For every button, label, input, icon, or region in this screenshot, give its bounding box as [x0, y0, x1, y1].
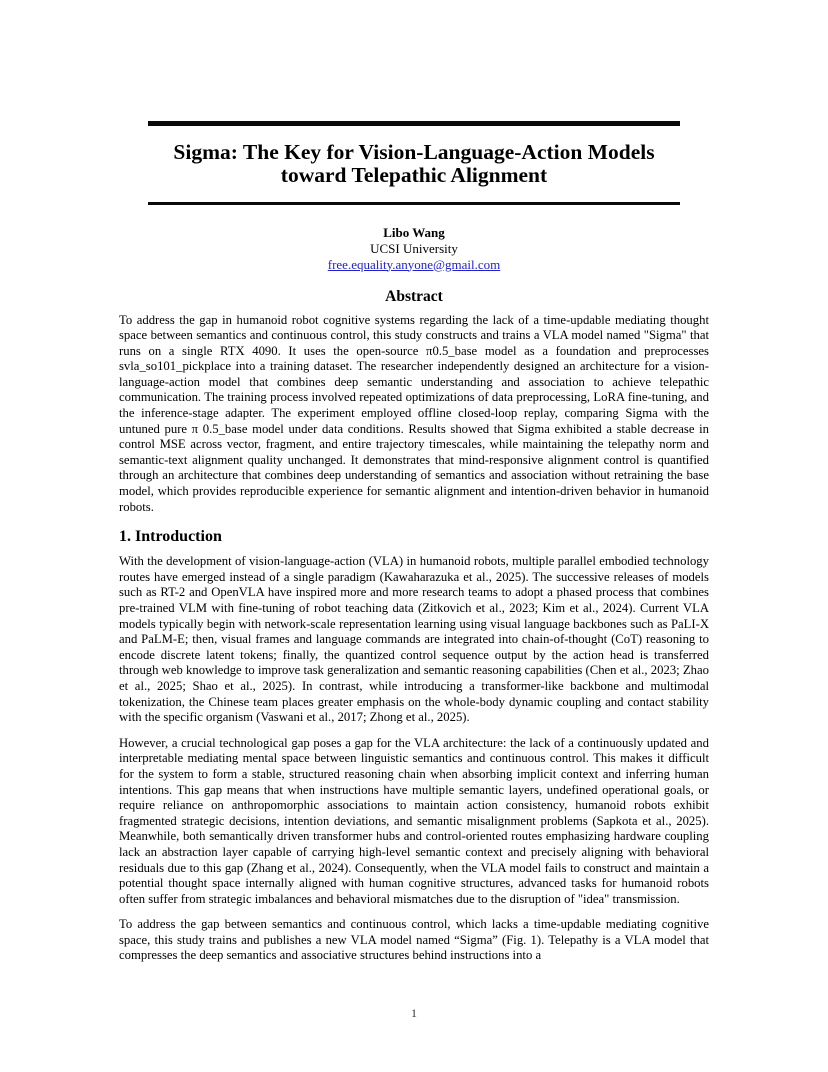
author-name: Libo Wang: [383, 224, 445, 240]
abstract-heading: Abstract: [385, 287, 443, 305]
author-email-link[interactable]: free.equality.anyone@gmail.com: [327, 256, 501, 272]
intro-paragraph-3: To address the gap between semantics and continuous control, which lacks a time-updable mediating cognitive space, this study trains and publishes a new VLA model named “Sigma” (Fig. 1). Telepathy is a VLA model that compresses the deep semantics and associative structures behind instructions into a: [119, 917, 709, 963]
paper-title-line-1: Sigma: The Key for Vision-Language-Action Models: [173, 140, 655, 164]
author-block: [119, 225, 709, 273]
title-rule-bottom: [148, 202, 680, 205]
paper-title: [134, 141, 694, 187]
abstract-text: To address the gap in humanoid robot cognitive systems regarding the lack of a time-updable mediating thought space between semantics and continuous control, this study constructs and trains a VLA model named "Sigma" that runs on a single RTX 4090. It uses the open-source π0.5_base model as a foundation and preprocesses svla_so101_pickplace into a training dataset. The researcher independently designed an architecture for a vision-language-action model that combines deep semantic understanding and association to achieve telepathic communication. The training process involved repeated optimizations of data preprocessing, LoRA fine-tuning, and the inference-stage adapter. The experiment employed offline closed-loop replay, comparing Sigma with the untuned pure π 0.5_base model under data conditions. Results showed that Sigma exhibited a stable decrease in control MSE across vector, fragment, and entire trajectory timescales, while maintaining the telepathy norm and semantic-text alignment quality unchanged. It demonstrates that mind-responsive alignment control is quantified through an architecture that combines deep understanding of semantics and association without retraining the base model, which provides reproducible experience for semantic alignment and intention-driven behavior in humanoid robots.: [119, 312, 709, 514]
author-affiliation: UCSI University: [370, 240, 458, 256]
section-heading-introduction: 1. Introduction: [119, 528, 222, 546]
title-rule-top: [148, 121, 680, 126]
paper-title-line-2: toward Telepathic Alignment: [280, 163, 548, 187]
intro-paragraph-2: However, a crucial technological gap poses a gap for the VLA architecture: the lack of a continuously updated and interpretable mediating mental space between linguistic semantics and continuous control. This makes it difficult for the system to form a stable, structured reasoning chain when absorbing implicit context and inferring human intentions. This gap means that when instructions have multiple semantic layers, undefined operational goals, or require reliance on anthropomorphic associations to maintain action consistency, humanoid robots exhibit fragmented strategic decisions, intention deviations, and semantic misalignment problems (Sapkota et al., 2025). Meanwhile, both semantically driven transformer hubs and control-oriented routes emphasizing hardware coupling lack an abstraction layer capable of carrying high-level semantic context and precisely aligning with behavioral residuals due to this gap (Zhang et al., 2024). Consequently, when the VLA model fails to construct and maintain a potential thought space internally aligned with human cognitive structures, advanced tasks for humanoid robots often suffer from strategic imbalances and behavioral mismatches due to the disruption of "idea" transmission.: [119, 735, 709, 906]
page-number: 1: [411, 1006, 417, 1020]
intro-paragraph-1: With the development of vision-language-action (VLA) in humanoid robots, multiple parallel embodied technology routes have emerged instead of a single paradigm (Kawaharazuka et al., 2025). The successive releases of models such as RT-2 and OpenVLA have inspired more and more research teams to adopt a phased process that combines pre-trained VLM with fine-tuning of robot teaching data (Zitkovich et al., 2023; Kim et al., 2024). Current VLA models typically begin with network-scale representation learning using visual language backbones such as PaLI-X and PaLM-E; then, visual frames and language commands are integrated into chain-of-thought (CoT) reasoning to encode discrete latent tokens; finally, the quantized control sequence output by the action head is transferred through web knowledge to improve task generalization and semantic reasoning capabilities (Chen et al., 2023; Zhao et al., 2025; Shao et al., 2025). In contrast, while introducing a transformer-like backbone and multimodal tokenization, the Chinese team places greater emphasis on the whole-body dynamic coupling and contact stability with the specific organism (Vaswani et al., 2017; Zhong et al., 2025).: [119, 554, 709, 725]
